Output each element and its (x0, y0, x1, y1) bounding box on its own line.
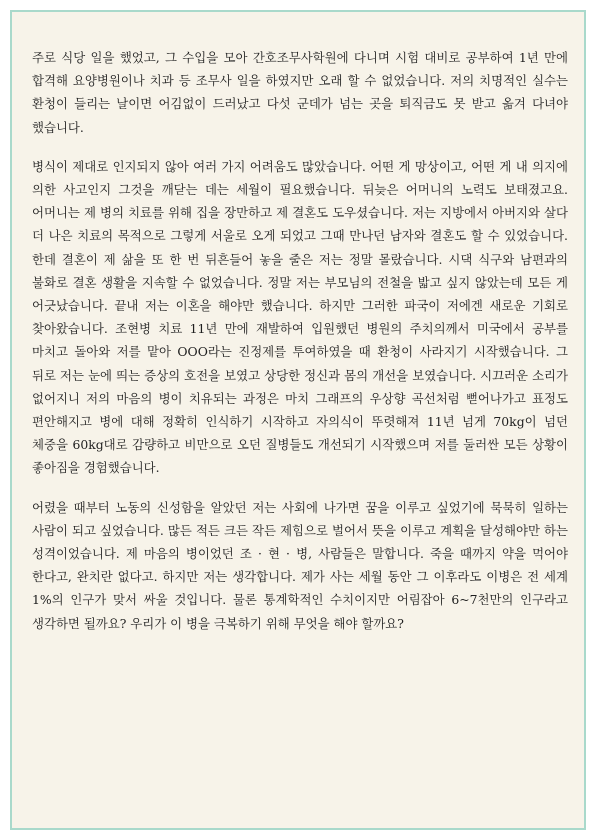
paragraph-3: 어렸을 때부터 노동의 신성함을 알았던 저는 사회에 나가면 꿈을 이루고 싶었기에 묵묵히 일하는 사람이 되고 싶었습니다. 많든 적든 크든 작든 제힘으로 벌어서 뜻을 이루고 계획을 달성해야만 하는 성격이었습니다. 제 마음의 병이었던 조 · 현 · 병, 사람들은 말합니다. 죽을 때까지 약을 먹어야 한다고, 완치란 없다고. 하지만 저는 생각합니다. 제가 사는 세월 동안 그 이후라도 이병은 전 세계 1%의 인구가 맞서 싸울 것입니다. 물론 통계학적인 수치이지만 어림잡아 6~7천만의 인구라고 생각하면 될까요? 우리가 이 병을 극복하기 위해 무엇을 해야 할까요? (32, 499, 568, 631)
document-body (32, 46, 568, 651)
page-frame (10, 10, 586, 830)
paragraph-2: 병식이 제대로 인지되지 않아 여러 가지 어려움도 많았습니다. 어떤 게 망상이고, 어떤 게 내 의지에 의한 사고인지 그것을 깨닫는 데는 세월이 필요했습니다. 뒤늦은 어머니의 노력도 보태졌고요. 어머니는 제 병의 치료를 위해 집을 장만하고 제 결혼도 도우셨습니다. 저는 지방에서 아버지와 살다 더 나은 치료의 목적으로 그렇게 서울로 오게 되었고 그때 만나던 남자와 결혼도 할 수 있었습니다. 한데 결혼이 제 삶을 또 한 번 뒤흔들어 놓을 줄은 저는 정말 몰랐습니다. 시댁 식구와 남편과의 불화로 결혼 생활을 지속할 수 없었습니다. 정말 저는 부모님의 전철을 밟고 싶지 않았는데 모든 게 어긋났습니다. 끝내 저는 이혼을 해야만 했습니다. 하지만 그러한 파국이 저에겐 새로운 기회로 찾아왔습니다. 조현병 치료 11년 만에 재발하여 입원했던 병원의 주치의께서 미국에서 공부를 마치고 돌아와 저를 맡아 OOO라는 진정제를 투여하였을 때 환청이 사라지기 시작했습니다. 그 뒤로 저는 눈에 띄는 증상의 호전을 보였고 상당한 정신과 몸의 개선을 보였습니다. 시끄러운 소리가 없어지니 저의 마음의 병이 치유되는 과정은 마치 그래프의 우상향 곡선처럼 뻗어나가고 표정도 편안해지고 병에 대해 정확히 인식하기 시작하고 자의식이 뚜렷해져 11년 넘게 70kg이 넘던 체중을 60kg대로 감량하고 비만으로 오던 질병들도 개선되기 시작했으며 저를 둘러싼 모든 상황이 좋아짐을 경험했습니다. (32, 158, 568, 476)
paragraph-1: 주로 식당 일을 했었고, 그 수입을 모아 간호조무사학원에 다니며 시험 대비로 공부하여 1년 만에 합격해 요양병원이나 치과 등 조무사 일을 하였지만 오래 할 수 없었습니다. 저의 치명적인 실수는 환청이 들리는 날이면 어김없이 드러났고 다섯 군데가 넘는 곳을 퇴직금도 못 받고 옮겨 다녀야 했습니다. (32, 50, 568, 135)
